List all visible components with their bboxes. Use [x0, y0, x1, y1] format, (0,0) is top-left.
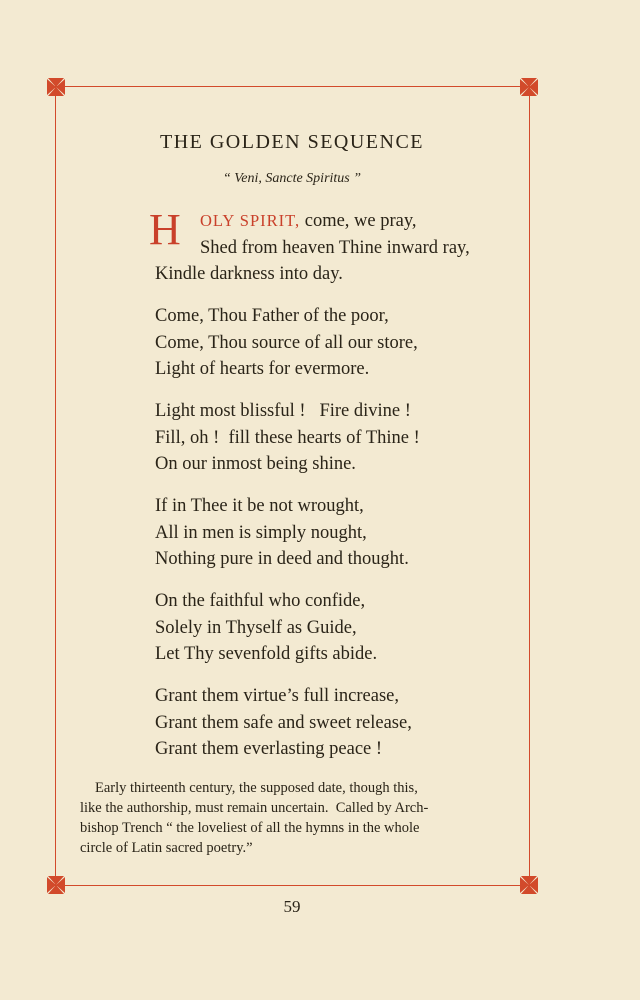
footnote-line: circle of Latin sacred poetry.”	[80, 840, 253, 856]
poem-line: Come, Thou Father of the poor,	[155, 306, 389, 326]
footnote-line: bishop Trench “ the loveliest of all the hymns in the whole	[80, 820, 420, 836]
poem-line: On our inmost being shine.	[155, 454, 356, 474]
poem-line: All in men is simply nought,	[155, 522, 367, 543]
poem-line: Let Thy sevenfold gifts abide.	[155, 644, 378, 664]
page-number: 59	[283, 897, 301, 916]
maltese-cross-icon	[518, 76, 540, 98]
poem-line: Grant them virtue’s full increase,	[155, 686, 400, 706]
poem-line: Shed from heaven Thine inward ray,	[200, 237, 470, 258]
poem-line: Grant them safe and sweet release,	[155, 712, 412, 733]
footnote	[80, 778, 515, 858]
poem-line: Grant them everlasting peace !	[155, 739, 383, 759]
stanza	[155, 303, 525, 383]
poem-line: Nothing pure in deed and thought.	[155, 549, 409, 569]
maltese-cross-icon	[518, 874, 540, 896]
stanza	[155, 493, 525, 573]
poem-line: Light of hearts for evermore.	[155, 359, 370, 379]
poem-line: Kindle darkness into day.	[155, 264, 343, 284]
maltese-cross-icon	[45, 76, 67, 98]
stanza	[149, 205, 525, 288]
hymn-subtitle: “ Veni, Sancte Spiritus ”	[222, 171, 362, 186]
poem-line: Come, Thou source of all our store,	[155, 332, 418, 353]
poem-line: If in Thee it be not wrought,	[155, 496, 364, 516]
footnote-line: like the authorship, must remain uncertain. Called by Arch-	[80, 800, 429, 816]
hymn-title: THE GOLDEN SEQUENCE	[159, 131, 425, 153]
poem-line: Fill, oh ! fill these hearts of Thine !	[155, 427, 420, 448]
stanza	[155, 683, 525, 763]
poem	[149, 205, 525, 778]
opening-words: OLY SPIRIT,	[200, 211, 301, 230]
stanza	[155, 398, 525, 478]
poem-line: Light most blissful ! Fire divine !	[155, 401, 411, 421]
poem-line: On the faithful who confide,	[155, 591, 366, 611]
first-line-rest: come, we pray,	[300, 211, 417, 231]
poem-line: Solely in Thyself as Guide,	[155, 617, 357, 638]
drop-cap: H	[149, 205, 181, 254]
stanza	[155, 588, 525, 668]
footnote-line: Early thirteenth century, the supposed date, though this,	[95, 780, 418, 796]
maltese-cross-icon	[45, 874, 67, 896]
